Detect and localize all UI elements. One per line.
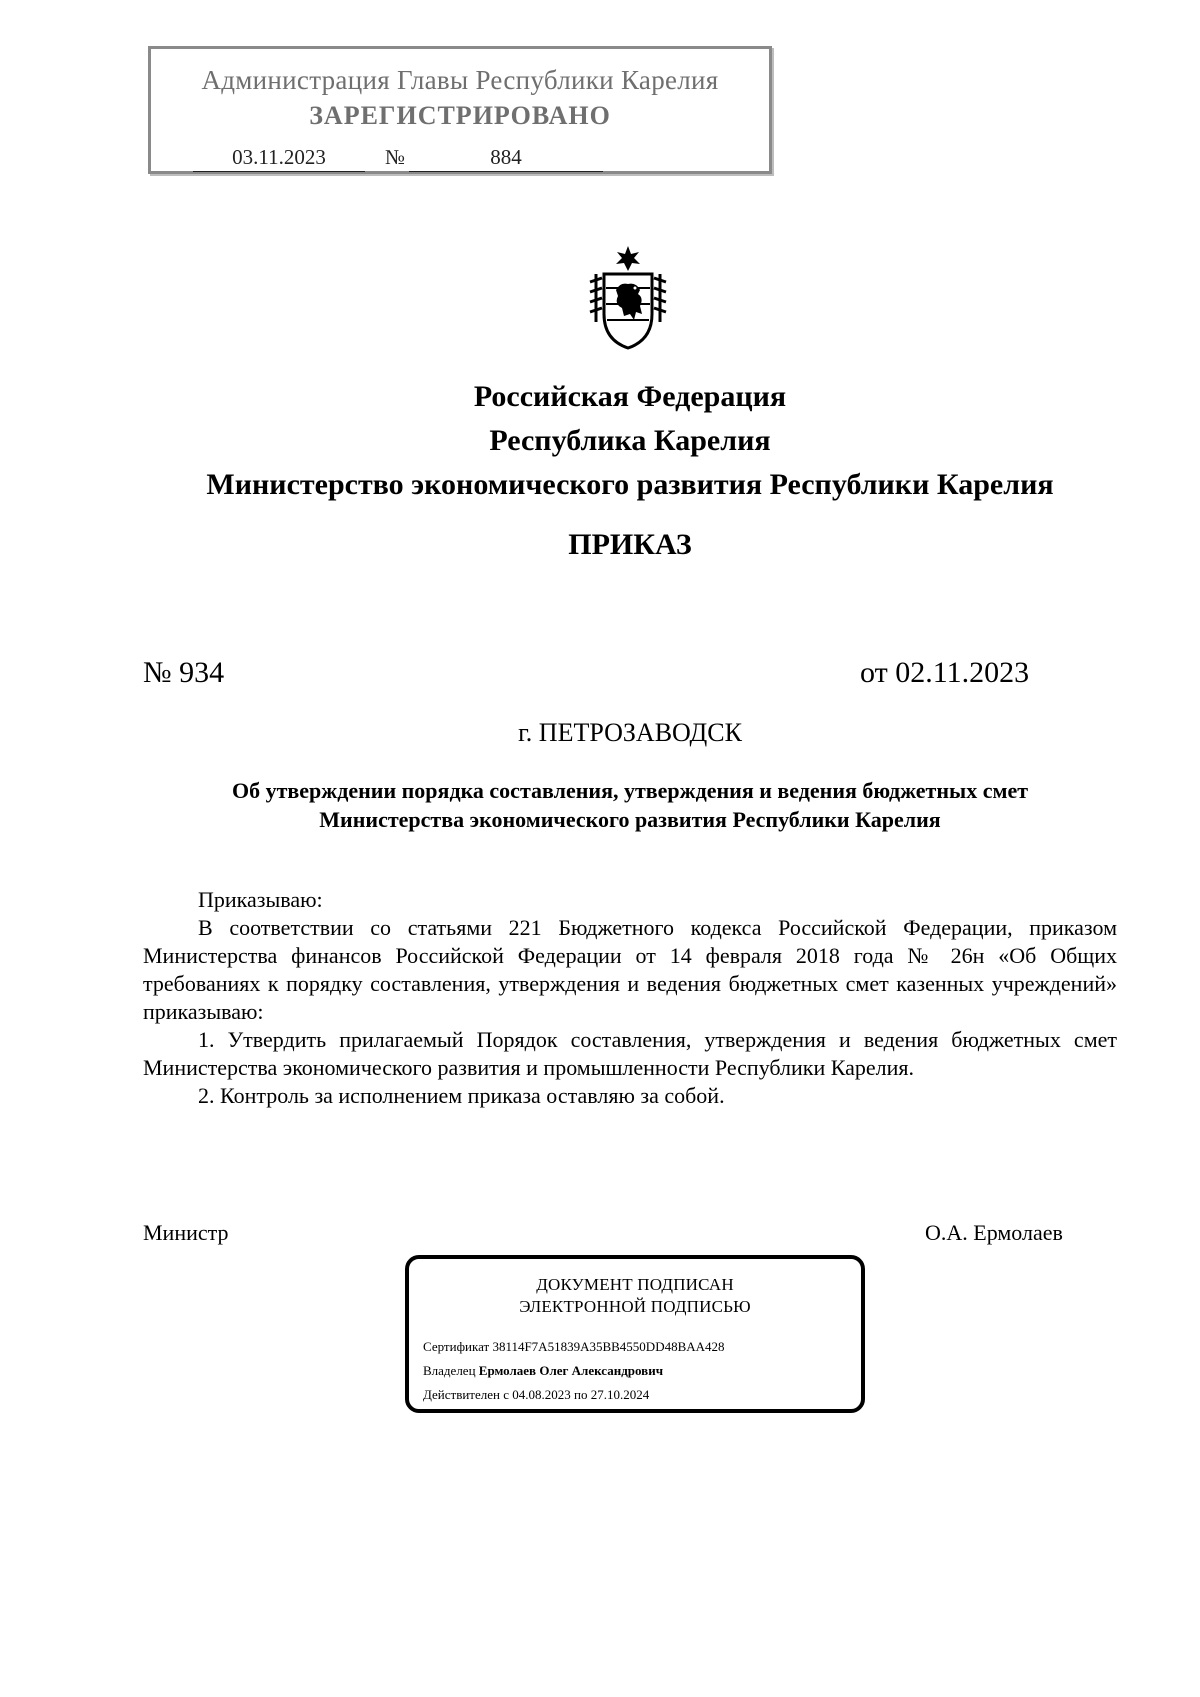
header-ministry: Министерство экономического развития Республики Карелия: [206, 468, 1054, 501]
order-body: [143, 886, 1117, 1110]
body-paragraph: В соответствии со статьями 221 Бюджетного кодекса Российской Федерации, приказом Министерства финансов Российской Федерации от 14 февраля 2018 года № 26н «Об Общих требованиях к порядку составления, утверждения и ведения бюджетных смет казенных учреждений» приказываю:: [143, 915, 1117, 1024]
electronic-signature-stamp: [405, 1255, 865, 1413]
signer-name: О.А. Ермолаев: [925, 1220, 1063, 1245]
document-type: ПРИКАЗ: [568, 528, 692, 561]
esig-valid-to-label: по: [574, 1387, 588, 1402]
esig-certificate-row: [423, 1339, 725, 1355]
order-subject-line: Министерства экономического развития Республики Карелия: [319, 807, 941, 832]
order-city: г. ПЕТРОЗАВОДСК: [518, 718, 742, 747]
order-subject-line: Об утверждении порядка составления, утверждения и ведения бюджетных смет: [231, 778, 1029, 803]
order-date: от 02.11.2023: [860, 656, 1030, 689]
registration-authority: Администрация Главы Республики Карелия: [201, 65, 719, 95]
esig-validity-row: [423, 1387, 649, 1403]
registration-status: ЗАРЕГИСТРИРОВАНО: [309, 101, 611, 130]
esig-valid-label: Действителен с: [423, 1387, 509, 1402]
esig-certificate-value: 38114F7A51839A35BB4550DD48BAA428: [492, 1339, 725, 1354]
registration-date: 03.11.2023: [193, 145, 365, 172]
body-paragraph: 2. Контроль за исполнением приказа оставляю за собой.: [198, 1083, 725, 1108]
registration-number: 884: [409, 145, 603, 172]
registration-stamp: [148, 46, 772, 174]
registration-number-sign: №: [385, 145, 406, 169]
body-paragraph: Приказываю:: [198, 887, 323, 912]
esig-valid-to: 27.10.2024: [590, 1387, 650, 1402]
order-subject: [143, 776, 1117, 834]
esig-owner-label: Владелец: [423, 1363, 476, 1378]
signer-title: Министр: [143, 1220, 229, 1245]
esig-owner-value: Ермолаев Олег Александрович: [478, 1363, 664, 1378]
esig-valid-from: 04.08.2023: [512, 1387, 571, 1402]
esig-owner-row: [423, 1363, 663, 1379]
order-number: № 934: [143, 656, 225, 689]
header-republic: Республика Карелия: [489, 424, 771, 457]
body-paragraph: 1. Утвердить прилагаемый Порядок составления, утверждения и ведения бюджетных смет Министерства экономического развития и промышленности Республики Карелия.: [143, 1027, 1117, 1080]
esig-heading: ЭЛЕКТРОННОЙ ПОДПИСЬЮ: [519, 1297, 751, 1316]
esig-certificate-label: Сертификат: [423, 1339, 490, 1354]
header-country: Российская Федерация: [473, 380, 787, 413]
karelia-coat-of-arms-icon: [586, 244, 670, 352]
esig-heading: ДОКУМЕНТ ПОДПИСАН: [536, 1275, 734, 1294]
